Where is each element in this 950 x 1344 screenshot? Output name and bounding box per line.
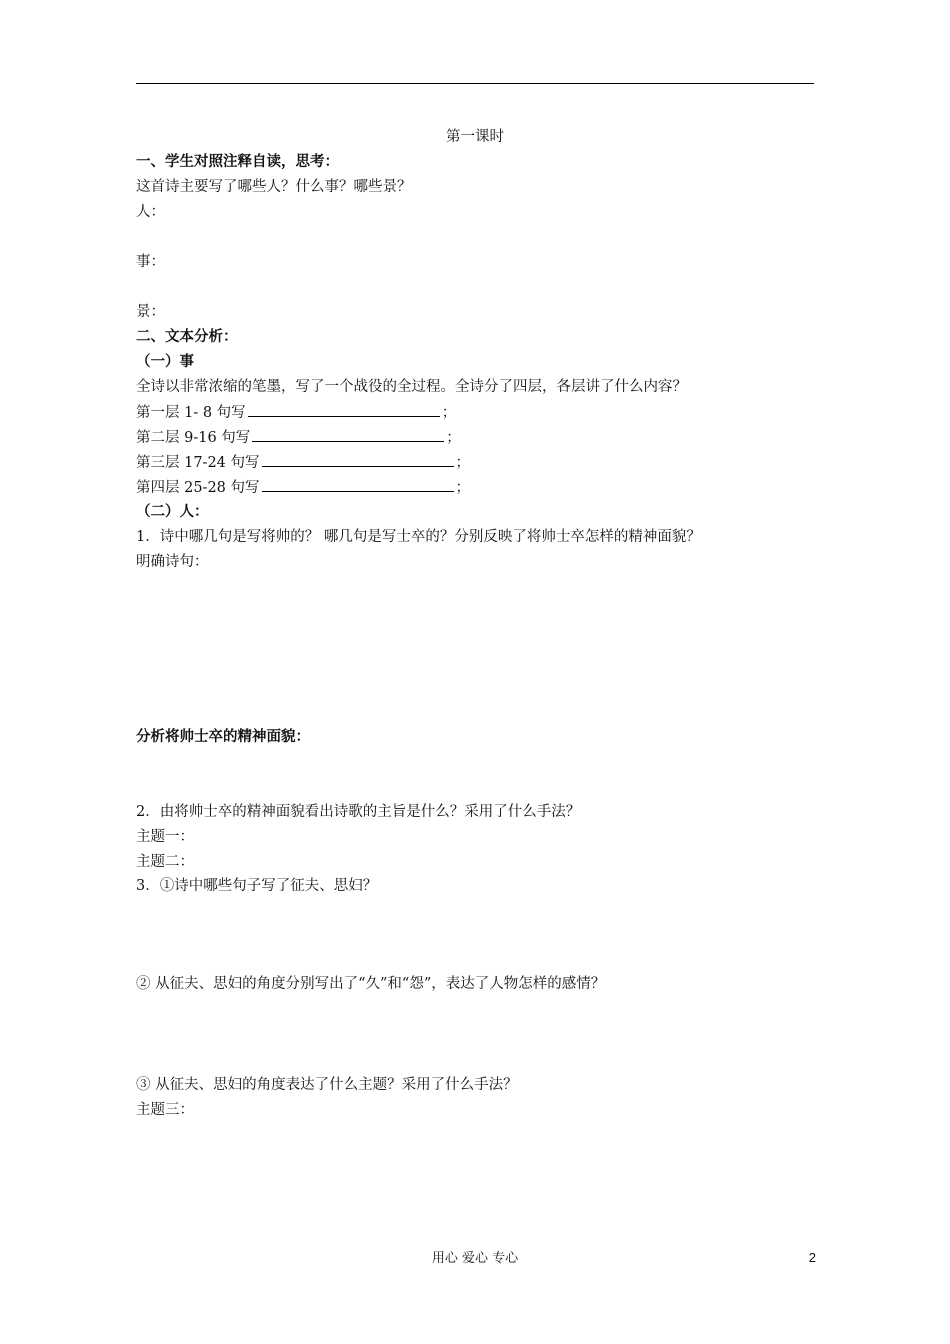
question-2: 2．由将帅士卒的精神面貌看出诗歌的主旨是什么？采用了什么手法？ bbox=[136, 804, 581, 820]
layer-row bbox=[136, 427, 461, 448]
layer-row bbox=[136, 402, 456, 423]
answer-blank[interactable] bbox=[248, 402, 440, 417]
sub2-heading: （二）人： bbox=[136, 503, 209, 520]
layer-end: ； bbox=[455, 480, 471, 496]
sub1-heading: （一）事 bbox=[136, 353, 194, 370]
layer-row bbox=[136, 452, 470, 473]
theme-2-label: 主题二： bbox=[136, 854, 194, 870]
answer-blank[interactable] bbox=[262, 452, 454, 467]
theme-1-label: 主题一： bbox=[136, 829, 194, 845]
jing-label: 景： bbox=[136, 304, 165, 320]
ren-label: 人： bbox=[136, 204, 165, 220]
layer-label: 第一层 1- 8 句写 bbox=[136, 405, 246, 421]
header-rule bbox=[136, 83, 814, 84]
layer-row bbox=[136, 477, 470, 498]
section1-heading: 一、学生对照注释自读，思考： bbox=[136, 153, 339, 170]
layer-end: ； bbox=[455, 455, 471, 471]
sub1-intro: 全诗以非常浓缩的笔墨，写了一个战役的全过程。全诗分了四层，各层讲了什么内容？ bbox=[136, 379, 687, 395]
layer-end: ； bbox=[446, 430, 461, 446]
question-3b: ② 从征夫、思妇的角度分别写出了“久”和“怨”，表达了人物怎样的感情？ bbox=[136, 976, 606, 992]
shi-label: 事： bbox=[136, 254, 165, 270]
answer-blank[interactable] bbox=[262, 477, 454, 492]
section1-question: 这首诗主要写了哪些人？什么事？哪些景？ bbox=[136, 179, 412, 195]
theme-3-label: 主题三： bbox=[136, 1102, 194, 1118]
answer-blank[interactable] bbox=[252, 427, 444, 442]
section2-heading: 二、文本分析： bbox=[136, 328, 238, 345]
question-1: 1．诗中哪几句是写将帅的？ 哪几句是写士卒的？分别反映了将帅士卒怎样的精神面貌？ bbox=[136, 529, 701, 545]
question-3c: ③ 从征夫、思妇的角度表达了什么主题？采用了什么手法？ bbox=[136, 1077, 518, 1093]
layer-label: 第二层 9-16 句写 bbox=[136, 430, 251, 446]
layer-label: 第四层 25-28 句写 bbox=[136, 480, 260, 496]
layer-end: ； bbox=[441, 405, 457, 421]
question-3a: 3．①诗中哪些句子写了征夫、思妇？ bbox=[136, 878, 378, 894]
footer-text: 用心 爱心 专心 bbox=[431, 1251, 519, 1266]
layer-label: 第三层 17-24 句写 bbox=[136, 455, 260, 471]
q1-answer-label: 明确诗句： bbox=[136, 554, 209, 570]
analysis-heading: 分析将帅士卒的精神面貌： bbox=[136, 728, 310, 745]
page-title: 第一课时 bbox=[446, 129, 504, 145]
page-number: 2 bbox=[808, 1250, 816, 1265]
